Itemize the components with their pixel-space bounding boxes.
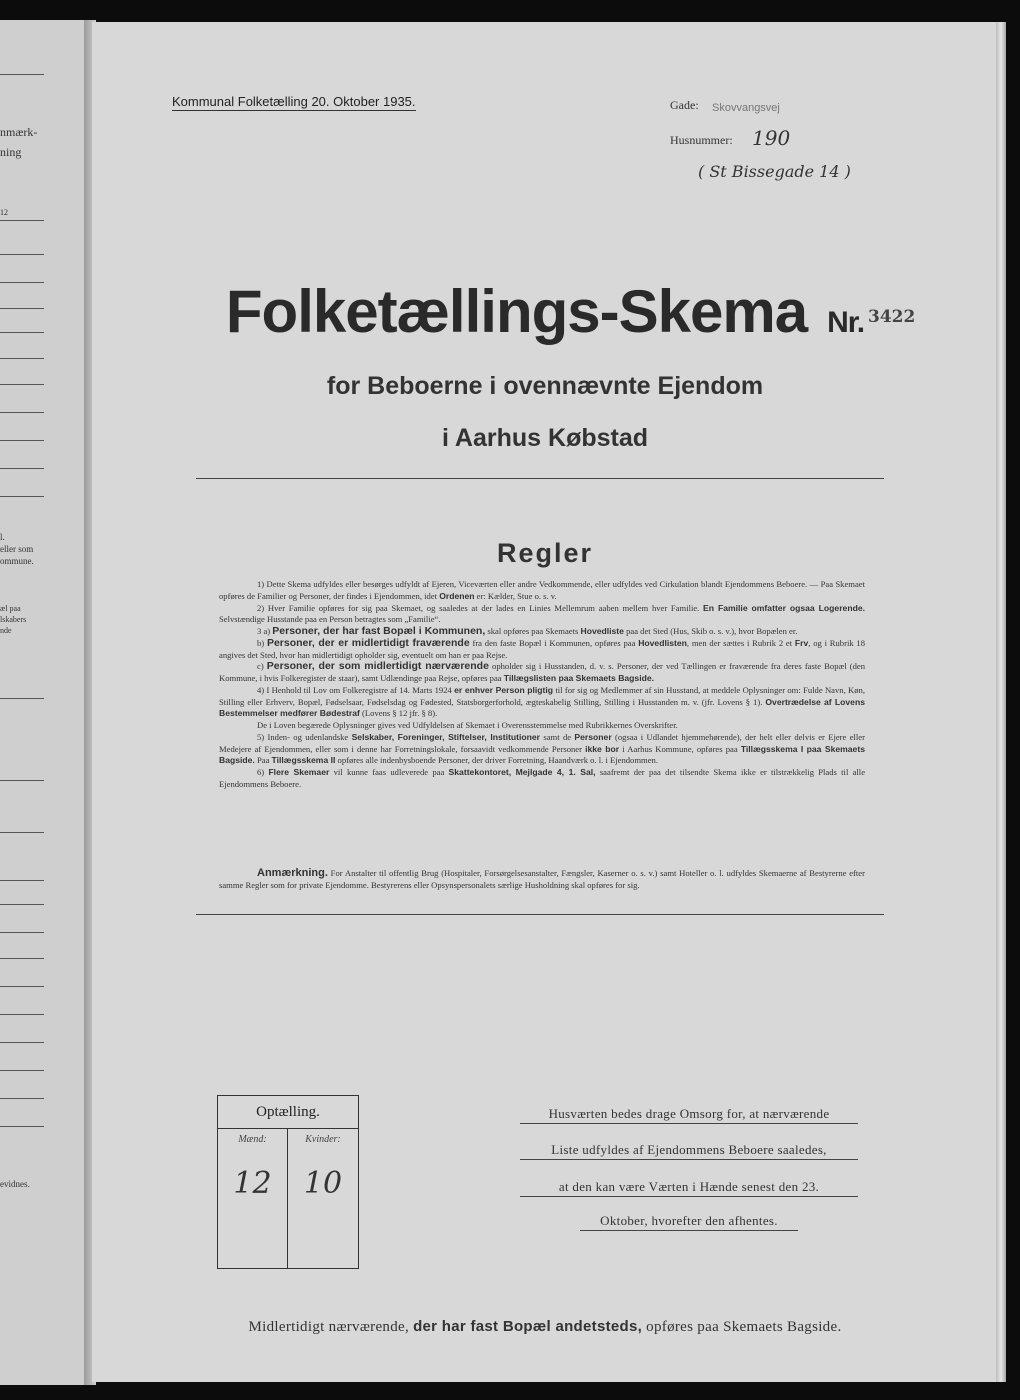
rules-body [219, 579, 865, 791]
ruled-line [0, 1014, 44, 1015]
ruled-line [0, 780, 44, 781]
count-box [217, 1095, 359, 1269]
ruled-line [0, 1070, 44, 1071]
street-label: Gade: [670, 98, 699, 112]
street-value: Skovvangsvej [712, 102, 780, 114]
ruled-line [0, 384, 44, 385]
ruled-line [0, 1098, 44, 1099]
ruled-line [0, 496, 44, 497]
ruled-line [0, 958, 44, 959]
remark-text: For Anstalter til offentlig Brug (Hospitaler, Forsørgelsesanstalter, Fængsler, Kaserner o. s. v.) samt Hoteller o. l. udfyldes Skemaerne af Bestyrerne efter samme Regler som for private Ejendomme. Bestyrerens eller Opsynspersonalets særlige Husholdning skal opføres for sig. [219, 868, 865, 890]
men-count: 12 [233, 1166, 272, 1201]
underline [520, 1159, 858, 1160]
form-subtitle: for Beboerne i ovennævnte Ejendom [326, 372, 764, 400]
women-count: 10 [303, 1166, 343, 1201]
host-notice-line-1: Husværten bedes drage Omsorg for, at nærværende [548, 1106, 830, 1121]
underline [580, 1230, 798, 1231]
ruled-line [0, 932, 44, 933]
rule-6: 6) Flere Skemaer vil kunne faas udleverede paa Skattekontoret, Mejlgade 4, 1. Sal, saafremt der paa det tilsendte Skema ikke er tilstrækkelig Plads til alle Ejendommens Beboere. [219, 767, 866, 789]
left-fragment: nmærk- [0, 125, 38, 139]
men-label: Mænd: [238, 1134, 267, 1145]
left-fragment: lskabers [0, 615, 27, 624]
ruled-line [0, 74, 44, 75]
house-number-label: Husnummer: [670, 133, 733, 147]
ruled-line [0, 1126, 44, 1127]
divider [196, 478, 884, 479]
left-fragment: ommune. [0, 556, 34, 566]
host-notice-line-2: Liste udfyldes af Ejendommens Beboere saaledes, [551, 1142, 827, 1157]
house-number-note: ( St Bissegade 14 ) [698, 162, 851, 181]
men-column [218, 1128, 288, 1268]
form-municipality: i Aarhus Købstad [441, 424, 649, 452]
page-edge [996, 22, 1006, 1382]
ruled-line [0, 282, 44, 283]
left-fragment: æl paa [0, 604, 21, 613]
left-fragment: nde [0, 626, 12, 635]
form-title [92, 277, 998, 346]
rule-3b: b) Personer, der er midlertidigt fraværende fra den faste Bopæl i Kommunen, opføres paa Hovedlisten, men der sættes i Rubrik 2 et Frv, og i Rubrik 18 angives det Sted, hvor han midlertidigt opholder sig, eventuelt om han er paa Rejse. [219, 636, 866, 660]
host-notice-line-3: at den kan være Værten i Hænde senest den 23. [558, 1179, 820, 1194]
host-notice-line-4: Oktober, hvorefter den afhentes. [600, 1213, 778, 1228]
left-fragment: eller som [0, 544, 34, 554]
rule-2: 2) Hver Familie opføres for sig paa Skemaet, og saaledes at der lades en Linies Mellemrum aaben mellem hver Familie. En Familie omfatter ogsaa Logerende. Selvstændige Husstande paa en Person betragtes som „Familie“. [219, 602, 865, 625]
women-column [288, 1128, 358, 1268]
left-fragment: ning [0, 145, 22, 159]
left-page-edge [0, 20, 88, 1385]
ruled-line [0, 986, 44, 987]
ruled-line [0, 332, 44, 333]
ruled-line [0, 440, 44, 441]
rule-5: 5) Inden- og udenlandske Selskaber, Foreninger, Stiftelser, Institutioner samt de Personer (ogsaa i Udlandet hjemmehørende), der helt eller delvis er Ejere eller Medejere af Ejendommen, eller som i denne har Forretningslokale, forsaavidt vedkommende Personer ikke bor i Aarhus Kommune, opføres paa Tillægsskema I paa Skemaets Bagside. Paa Tillægsskema II opføres alle indenbysboende Personer, der driver Forretning, Haandværk o. l. i Ejendommen. [219, 731, 865, 766]
underline [520, 1123, 858, 1124]
remark-section [219, 868, 865, 892]
women-label: Kvinder: [305, 1134, 341, 1145]
rule-4: 4) I Henhold til Lov om Folkeregistre af 14. Marts 1924 er enhver Person pligtig til for sig og Medlemmer af sin Husstand, at meddele Oplysninger om: Fulde Navn, Køn, Stilling eller Erhverv, Bopæl, Fødselsaar, Fødselsdag og Fødested, Statsborgerforhold, ægteskabelig Stilling, Stilling i Husstanden m. v. (jfr. Lovens § 1). Overtrædelse af Lovens Bestemmelser medfører Bødestraf (Lovens § 12 jfr. § 8). [219, 684, 865, 719]
ruled-line [0, 220, 44, 221]
ruled-line [0, 880, 44, 881]
left-fragment: l. [0, 532, 5, 542]
underline [520, 1196, 858, 1197]
ruled-line [0, 904, 44, 905]
rule-3a: 3 a) Personer, der har fast Bopæl i Kommunen, skal opføres paa Skemaets Hovedliste paa det Sted (Hus, Skib o. s. v.), hvor Bopælen er. [257, 625, 798, 637]
remark-heading: Anmærkning. [257, 867, 328, 879]
ruled-line [0, 1042, 44, 1043]
ruled-line [0, 358, 44, 359]
left-fragment: 12 [0, 208, 8, 217]
footer-note: Midlertidigt nærværende, der har fast Bopæl andetsteds, opføres paa Skemaets Bagside. [248, 1318, 842, 1335]
ruled-line [0, 698, 44, 699]
ruled-line [0, 468, 44, 469]
ruled-line [0, 412, 44, 413]
ruled-line [0, 308, 44, 309]
census-title: Kommunal Folketælling 20. Oktober 1935. [172, 94, 416, 109]
rule-4-continued: De i Loven begærede Oplysninger gives ved Udfyldelsen af Skemaet i Overensstemmelse med Rubrikkernes Overskrifter. [257, 720, 678, 730]
census-form-page [92, 22, 998, 1382]
left-fragment: evidnes. [0, 1179, 30, 1189]
ruled-line [0, 832, 44, 833]
form-number-label: Nr. [827, 306, 865, 339]
divider [196, 914, 884, 915]
form-title-main: Folketællings-Skema [225, 278, 808, 345]
ruled-line [0, 254, 44, 255]
rule-1: 1) Dette Skema udfyldes eller besørges udfyldt af Ejeren, Viceværten eller andre Vedkommende, eller udfyldes ved Cirkulation blandt Ejendommens Beboere. — Paa Skemaet opføres de Familier og Personer, der findes i Ejendommen, idet Ordenen er: Kælder, Stue o. s. v. [219, 579, 865, 601]
count-box-title: Optælling. [218, 1096, 358, 1129]
rules-heading: Regler [496, 538, 594, 568]
rule-3c: c) Personer, der som midlertidigt nærværende opholder sig i Husstanden, d. v. s. Personer, der ved Tællingen er fraværende fra deres faste Bopæl (den Kommune, i hvis Folkeregister de staar), samt Udlændinge paa Rejse, opføres paa Tillægslisten paa Skemaets Bagside. [219, 660, 865, 683]
house-number-value: 190 [752, 126, 791, 150]
form-number: 3422 [868, 307, 916, 327]
